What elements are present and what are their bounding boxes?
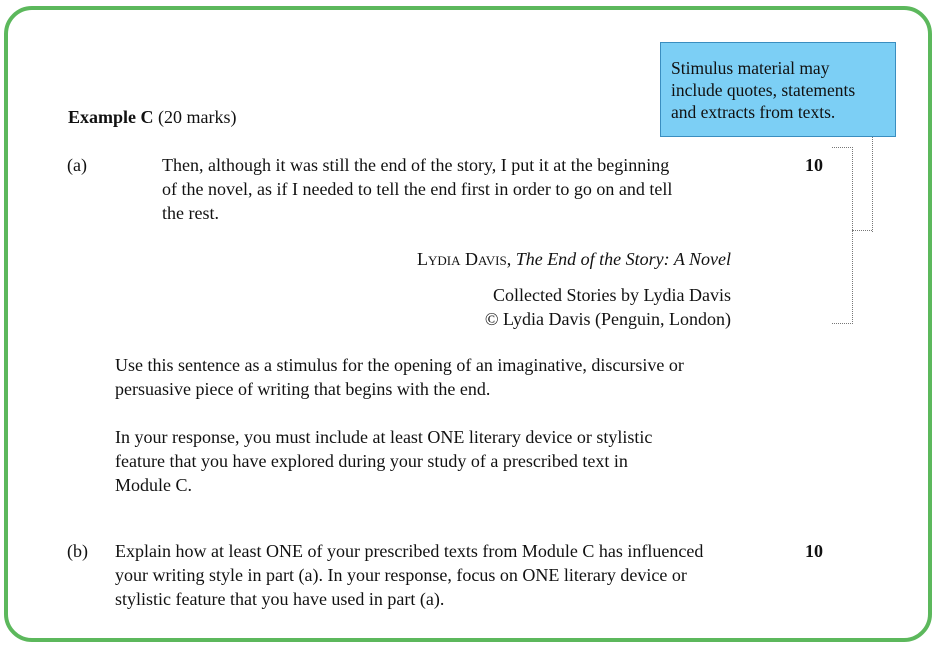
quote-line: Then, although it was still the end of the story, I put it at the beginning bbox=[162, 155, 670, 175]
stimulus-callout bbox=[660, 42, 896, 137]
citation-sep: , bbox=[506, 249, 516, 269]
example-heading bbox=[68, 106, 236, 128]
instruction-line: persuasive piece of writing that begins with the end. bbox=[115, 379, 491, 399]
part-b-label: (b) bbox=[67, 541, 88, 561]
example-label: Example C bbox=[68, 107, 154, 127]
citation-title: The End of the Story: A Novel bbox=[515, 249, 731, 269]
quote-line: the rest. bbox=[162, 203, 219, 223]
quote-line: of the novel, as if I needed to tell the end first in order to go on and tell bbox=[162, 179, 673, 199]
part-a-label: (a) bbox=[67, 155, 87, 175]
source-line: © Lydia Davis (Penguin, London) bbox=[484, 309, 731, 329]
callout-line: include quotes, statements bbox=[671, 80, 856, 100]
part-b-marks: 10 bbox=[805, 541, 823, 561]
example-marks: (20 marks) bbox=[158, 107, 237, 127]
part-a-marks: 10 bbox=[805, 155, 823, 175]
part-b-line: stylistic feature that you have used in part (a). bbox=[115, 589, 445, 609]
callout-line: Stimulus material may bbox=[671, 58, 830, 78]
source-line: Collected Stories by Lydia Davis bbox=[493, 285, 731, 305]
part-b-line: Explain how at least ONE of your prescribed texts from Module C has influenced bbox=[115, 541, 704, 561]
citation bbox=[417, 248, 731, 270]
citation-author: Lydia Davis bbox=[417, 249, 507, 269]
callout-connector bbox=[872, 137, 873, 232]
bracket-connector bbox=[852, 230, 872, 231]
instruction-line: feature that you have explored during your study of a prescribed text in bbox=[115, 451, 628, 471]
instruction-line: In your response, you must include at least ONE literary device or stylistic bbox=[115, 427, 653, 447]
callout-line: and extracts from texts. bbox=[671, 102, 836, 122]
instruction-line: Module C. bbox=[115, 475, 193, 495]
part-b-line: your writing style in part (a). In your response, focus on ONE literary device or bbox=[115, 565, 687, 585]
instruction-line: Use this sentence as a stimulus for the opening of an imaginative, discursive or bbox=[115, 355, 684, 375]
stimulus-bracket bbox=[832, 147, 853, 324]
